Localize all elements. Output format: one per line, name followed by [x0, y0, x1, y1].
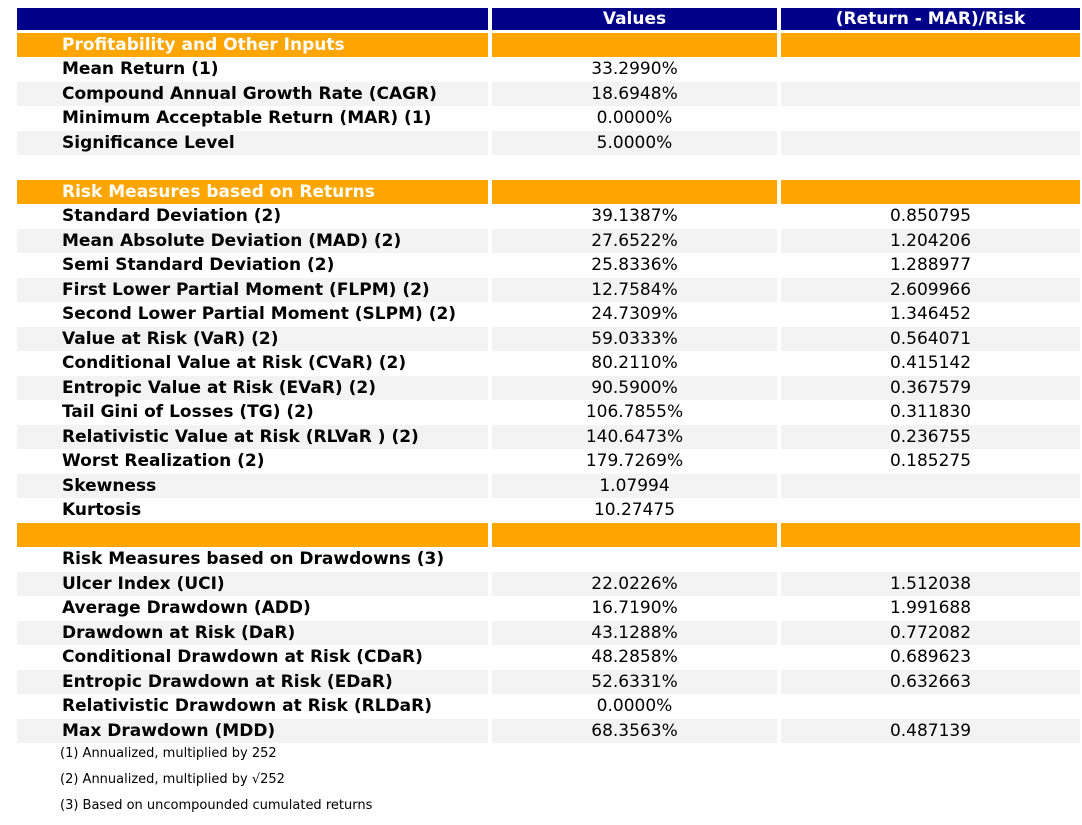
metric-label: Kurtosis — [62, 500, 142, 520]
metric-value — [492, 155, 777, 180]
metric-row — [17, 302, 1080, 327]
risk-table — [17, 8, 1080, 743]
metric-label: Entropic Value at Risk (EVaR) (2) — [17, 376, 488, 401]
metric-value: 52.6331% — [492, 670, 777, 695]
metric-row — [17, 376, 1080, 401]
plain-section-row — [17, 547, 1080, 572]
metric-label: Risk Measures based on Drawdowns (3) — [62, 549, 445, 569]
metric-row — [17, 719, 1080, 744]
metric-row — [17, 229, 1080, 254]
metric-row — [17, 106, 1080, 131]
metric-value: 59.0333% — [492, 327, 777, 352]
footnote: (3) Based on uncompounded cumulated returns — [60, 798, 373, 813]
metric-value: 10.27475 — [593, 500, 676, 520]
metric-ratio — [781, 498, 1080, 523]
metric-row — [17, 449, 1080, 474]
values-column-header: Values — [492, 8, 777, 30]
metric-value: 5.0000% — [492, 131, 777, 156]
metric-ratio: 0.850795 — [889, 206, 972, 226]
metric-label: Max Drawdown (MDD) — [17, 719, 488, 744]
metric-ratio: 1.512038 — [781, 572, 1080, 597]
metric-ratio — [781, 180, 1080, 205]
metric-label: First Lower Partial Moment (FLPM) (2) — [17, 278, 488, 303]
metric-ratio: 0.632663 — [781, 670, 1080, 695]
metric-label: Semi Standard Deviation (2) — [62, 255, 335, 275]
metric-value: 22.0226% — [492, 572, 777, 597]
metric-row — [17, 621, 1080, 646]
metric-label: Relativistic Drawdown at Risk (RLDaR) — [62, 696, 433, 716]
metric-row — [17, 645, 1080, 670]
metric-ratio — [781, 694, 1080, 719]
metric-ratio — [781, 523, 1080, 548]
metric-label: Drawdown at Risk (DaR) — [17, 621, 488, 646]
metric-value: 68.3563% — [492, 719, 777, 744]
metric-row — [17, 425, 1080, 450]
metric-label: Risk Measures based on Returns — [17, 180, 488, 205]
metric-label: Mean Absolute Deviation (MAD) (2) — [17, 229, 488, 254]
metric-ratio — [781, 131, 1080, 156]
metric-row — [17, 327, 1080, 352]
metric-label: Minimum Acceptable Return (MAR) (1) — [62, 108, 432, 128]
metric-value: 39.1387% — [591, 206, 678, 226]
metric-value: 33.2990% — [591, 59, 678, 79]
metric-label: Skewness — [17, 474, 488, 499]
metric-row — [17, 694, 1080, 719]
spacer-row — [17, 155, 1080, 180]
metric-label: Mean Return (1) — [62, 59, 219, 79]
metric-ratio — [781, 82, 1080, 107]
metric-value: 25.8336% — [591, 255, 678, 275]
metric-value: 80.2110% — [591, 353, 678, 373]
metric-value — [492, 33, 777, 58]
metric-value: 140.6473% — [492, 425, 777, 450]
metric-label: Ulcer Index (UCI) — [17, 572, 488, 597]
metric-label: Relativistic Value at Risk (RLVaR ) (2) — [17, 425, 488, 450]
metric-ratio: 0.367579 — [781, 376, 1080, 401]
metric-value: 0.0000% — [596, 108, 673, 128]
metric-ratio: 0.772082 — [781, 621, 1080, 646]
metric-row — [17, 57, 1080, 82]
metric-value: 1.07994 — [492, 474, 777, 499]
metric-row — [17, 474, 1080, 499]
metric-label — [17, 523, 488, 548]
metric-ratio: 0.487139 — [781, 719, 1080, 744]
metric-value: 0.0000% — [596, 696, 673, 716]
metric-value: 16.7190% — [591, 598, 678, 618]
table-rows — [17, 33, 1080, 744]
metric-ratio: 0.236755 — [781, 425, 1080, 450]
section-header-row — [17, 33, 1080, 58]
metric-row — [17, 253, 1080, 278]
metric-value — [492, 180, 777, 205]
metric-label: Conditional Drawdown at Risk (CDaR) — [62, 647, 423, 667]
metric-value: 106.7855% — [585, 402, 684, 422]
metric-value: 27.6522% — [492, 229, 777, 254]
section-header-row — [17, 180, 1080, 205]
metric-label: Entropic Drawdown at Risk (EDaR) — [17, 670, 488, 695]
metric-label: Standard Deviation (2) — [62, 206, 282, 226]
metric-value: 12.7584% — [492, 278, 777, 303]
metric-value: 18.6948% — [492, 82, 777, 107]
metric-value — [492, 523, 777, 548]
metric-label: Profitability and Other Inputs — [17, 33, 488, 58]
metric-label: Value at Risk (VaR) (2) — [17, 327, 488, 352]
metric-ratio: 0.185275 — [889, 451, 972, 471]
metric-label: Tail Gini of Losses (TG) (2) — [62, 402, 314, 422]
metric-value: 24.7309% — [591, 304, 678, 324]
metric-row — [17, 400, 1080, 425]
metric-value: 48.2858% — [591, 647, 678, 667]
metric-label: Conditional Value at Risk (CVaR) (2) — [62, 353, 407, 373]
metric-row — [17, 670, 1080, 695]
metric-ratio — [781, 57, 1080, 82]
metric-ratio: 0.564071 — [781, 327, 1080, 352]
metric-ratio — [781, 106, 1080, 131]
metric-ratio — [781, 547, 1080, 572]
metric-row — [17, 351, 1080, 376]
section-spacer-row — [17, 523, 1080, 548]
metric-label: Significance Level — [17, 131, 488, 156]
footnotes — [60, 746, 372, 824]
metric-row — [17, 572, 1080, 597]
metric-row — [17, 596, 1080, 621]
metric-label: Second Lower Partial Moment (SLPM) (2) — [62, 304, 457, 324]
metric-label: Average Drawdown (ADD) — [62, 598, 311, 618]
metric-value: 90.5900% — [492, 376, 777, 401]
metric-ratio: 0.689623 — [889, 647, 972, 667]
ratio-column-header: (Return - MAR)/Risk — [781, 8, 1080, 30]
metric-ratio: 0.311830 — [889, 402, 972, 422]
metric-row — [17, 278, 1080, 303]
metric-row — [17, 204, 1080, 229]
metric-ratio — [781, 33, 1080, 58]
table-header-row — [17, 8, 1080, 30]
metric-ratio — [781, 155, 1080, 180]
metric-value: 179.7269% — [585, 451, 684, 471]
metric-value — [492, 547, 777, 572]
footnote: (1) Annualized, multiplied by 252 — [60, 746, 277, 761]
metric-label: Compound Annual Growth Rate (CAGR) — [17, 82, 488, 107]
metric-ratio: 1.204206 — [781, 229, 1080, 254]
metric-label — [17, 155, 488, 180]
metric-label: Worst Realization (2) — [62, 451, 265, 471]
footnote: (2) Annualized, multiplied by √252 — [60, 772, 285, 787]
metric-ratio — [781, 474, 1080, 499]
metric-ratio: 0.415142 — [889, 353, 972, 373]
metric-ratio: 2.609966 — [781, 278, 1080, 303]
metric-ratio: 1.991688 — [889, 598, 972, 618]
metric-row — [17, 82, 1080, 107]
metric-ratio: 1.346452 — [889, 304, 972, 324]
metric-row — [17, 131, 1080, 156]
metric-ratio: 1.288977 — [889, 255, 972, 275]
metric-row — [17, 498, 1080, 523]
header-empty-cell — [17, 8, 488, 30]
metric-value: 43.1288% — [492, 621, 777, 646]
